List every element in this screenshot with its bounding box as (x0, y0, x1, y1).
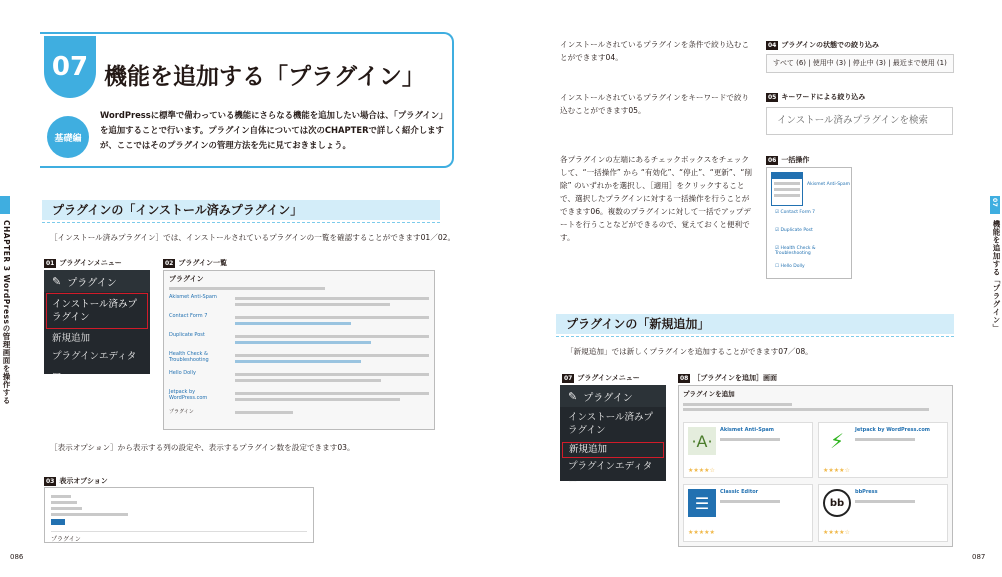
figure-caption-01: 01 プラグインメニュー (46, 259, 122, 267)
side-label-right: 機能を追加する「プラグイン」 (992, 220, 1001, 332)
bbpress-icon: bb (823, 489, 851, 517)
figure-caption-04: 04 プラグインの状態での絞り込み (768, 41, 880, 49)
paragraph-options: ［表示オプション］から表示する列の設定や、表示するプラグイン数を設定できます03。 (50, 443, 355, 452)
chapter-number: 07 (44, 36, 96, 98)
page-number-left: 086 (10, 553, 24, 561)
list-item: ☐ Hello Dolly (775, 264, 805, 269)
rating-stars-icon: ★★★★★ (688, 529, 715, 536)
rating-stars-icon: ★★★★☆ (688, 467, 715, 474)
add-plugins-screenshot (678, 385, 953, 547)
screen-options-screenshot (44, 487, 314, 543)
akismet-icon: ·A· (688, 427, 716, 455)
figure-caption-07: 07 プラグインメニュー (564, 374, 640, 382)
menu-head[interactable]: ✎ プラグイン (44, 270, 150, 292)
table-row: Hello Dolly (169, 370, 429, 385)
level-badge: 基礎編 (47, 116, 89, 158)
apply-button[interactable] (51, 519, 65, 525)
table-row: Contact Form 7 (169, 313, 429, 328)
side-number-right: 07 (991, 198, 998, 208)
paragraph-bulk: 各プラグインの左端にあるチェックボックスをチェックして、“一括操作” から “有効化”、“停止”、“更新”、“削除” のいずれかを選択し、［適用］をクリックすることで、選択したプラグインに対する一括操作を行うことができます06。複数のプラグインに対して一括でアップデートを行うことなどができるので、覚えておくと便利です。 (560, 155, 752, 242)
table-row: プラグイン (169, 408, 429, 417)
section-heading-add-new: プラグインの「新規追加」 (556, 314, 954, 334)
rating-stars-icon: ★★★★☆ (823, 467, 850, 474)
lead-text: WordPressに標準で備わっている機能にさらなる機能を追加したい場合は、「プラグイン」を追加することで行います。プラグイン自体については次のCHAPTERで詳しく紹介しますが、ここではそのプラグインの管理方法を先に見ておきましょう。 (100, 110, 448, 150)
table-row: Duplicate Post (169, 332, 429, 347)
menu-item-editor[interactable]: プラグインエディター (52, 351, 137, 380)
figure-caption-06: 06 一括操作 (768, 156, 810, 164)
plugin-card: ·A· Akismet Anti-Spam ★★★★☆ (683, 422, 813, 478)
menu-head[interactable]: ✎ プラグイン (560, 385, 666, 407)
plugin-list-title: プラグイン (169, 275, 204, 283)
plugin-card: bb bbPress ★★★★☆ (818, 484, 948, 542)
chapter-title: 機能を追加する「プラグイン」 (104, 64, 425, 90)
list-item: ☑ Contact Form 7 (775, 210, 816, 215)
plugin-search-input[interactable]: インストール済みプラグインを検索 (766, 107, 953, 135)
plugin-card: ☰ Classic Editor ★★★★★ (683, 484, 813, 542)
plugin-menu-screenshot-2 (560, 385, 666, 488)
table-row: Health Check & Troubleshooting (169, 351, 429, 366)
table-row: Akismet Anti-Spam (169, 294, 429, 309)
list-item: ☑ Duplicate Post (775, 228, 813, 233)
paragraph-filter: インストールされているプラグインを条件で絞り込むことができます04。 (560, 40, 750, 62)
checkbox-icon: ☑ (775, 228, 781, 233)
figure-caption-02: 02 プラグイン一覧 (165, 259, 228, 267)
plugin-list-screenshot (163, 270, 435, 430)
menu-item-installed[interactable]: インストール済みプラグイン (568, 412, 654, 436)
rating-stars-icon: ★★★★☆ (823, 529, 850, 536)
list-item: ☑ Health Check & Troubleshooting (775, 246, 816, 256)
paragraph-search: インストールされているプラグインをキーワードで絞り込むことができます05。 (560, 93, 750, 115)
page-number-right: 087 (972, 553, 986, 561)
bulk-action-dropdown[interactable] (771, 172, 803, 206)
bulk-action-screenshot (766, 167, 852, 279)
side-tab-left (0, 196, 10, 214)
plug-icon: ✎ (52, 274, 62, 288)
add-plugins-title: プラグインを追加 (683, 390, 735, 398)
figure-caption-03: 03 表示オプション (46, 477, 108, 485)
table-row: Jetpack by WordPress.com (169, 389, 429, 404)
checkbox-icon: ☑ (775, 210, 781, 215)
plugin-menu-screenshot (44, 270, 150, 380)
plugin-card: ⚡ Jetpack by WordPress.com ★★★★☆ (818, 422, 948, 478)
section-heading-installed: プラグインの「インストール済みプラグイン」 (42, 200, 440, 220)
menu-item-add-new[interactable]: 新規追加 (562, 442, 664, 458)
figure-caption-05: 05 キーワードによる絞り込み (768, 93, 866, 101)
figure-caption-08: 08 ［プラグインを追加］画面 (680, 374, 778, 382)
side-label-left: CHAPTER 3 WordPressの管理画面を操作する (2, 220, 11, 405)
paragraph-add-new: 「新規追加」では新しくプラグインを追加することができます07／08。 (566, 347, 813, 356)
paragraph-installed: ［インストール済みプラグイン］では、インストールされているプラグインの一覧を確認することができます01／02。 (50, 233, 456, 242)
menu-item-add-new[interactable]: 新規追加 (52, 333, 91, 344)
list-item: Akismet Anti-Spam (807, 182, 851, 187)
classic-editor-icon: ☰ (688, 489, 716, 517)
menu-item-installed[interactable]: インストール済みプラグイン (46, 293, 148, 329)
checkbox-icon: ☐ (775, 264, 781, 269)
status-filter-links[interactable]: すべて (6) | 使用中 (3) | 停止中 (3) | 最近まで使用 (1) (766, 54, 954, 73)
plug-icon: ✎ (568, 389, 578, 403)
checkbox-icon: ☑ (775, 246, 781, 251)
jetpack-icon: ⚡ (823, 427, 851, 455)
menu-item-editor[interactable]: プラグインエディター (568, 461, 653, 488)
options-caption: プラグイン (51, 531, 307, 543)
